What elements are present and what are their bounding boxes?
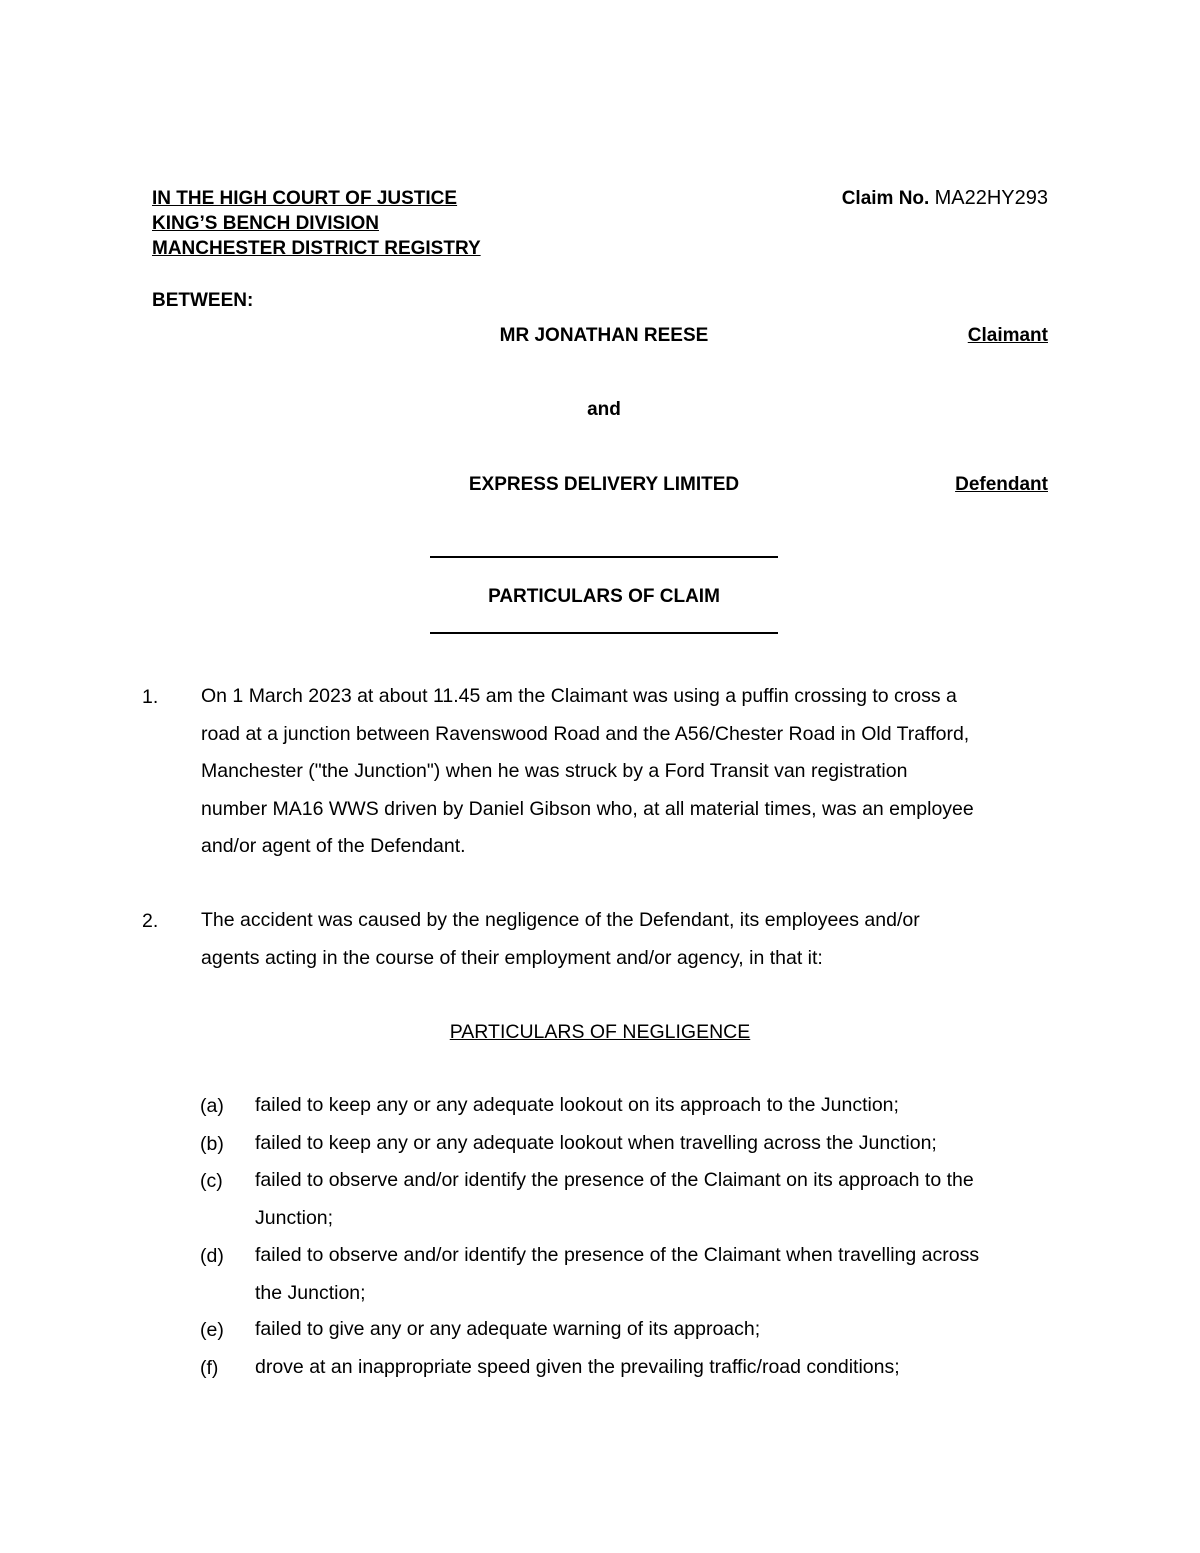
particular-label: (e): [200, 1319, 224, 1341]
particular-line: Junction;: [255, 1206, 334, 1229]
and-label: and: [587, 399, 621, 420]
paragraph-1: [201, 678, 1081, 866]
paragraph-line: and/or agent of the Defendant.: [201, 835, 466, 857]
claimant-role: Claimant: [967, 325, 1048, 346]
paragraph-number: 1.: [142, 686, 159, 708]
particular-line: failed to observe and/or identify the presence of the Claimant on its approach to the: [255, 1169, 974, 1191]
claim-number-label: Claim No.: [841, 188, 930, 209]
paragraph-line: agents acting in the course of their employment and/or agency, in that it:: [201, 946, 823, 969]
paragraph-line: The accident was caused by the negligence of the Defendant, its employees and/or: [201, 909, 920, 931]
between-label: BETWEEN:: [152, 290, 254, 311]
defendant-role: Defendant: [955, 474, 1048, 495]
claim-number: MA22HY293: [934, 187, 1048, 209]
claimant-name: MR JONATHAN REESE: [499, 325, 709, 346]
particular-label: (f): [200, 1357, 219, 1379]
particular-label: (b): [200, 1133, 224, 1155]
defendant-name: EXPRESS DELIVERY LIMITED: [468, 474, 740, 495]
negligence-heading: PARTICULARS OF NEGLIGENCE: [449, 1021, 751, 1043]
particular-item: [255, 1237, 1085, 1312]
title-bottom-rule: [430, 632, 778, 634]
paragraph-2: [201, 902, 1081, 977]
paragraph-number: 2.: [142, 910, 159, 932]
claim-number-block: [842, 187, 1048, 210]
particular-line: failed to keep any or any adequate lookout on its approach to the Junction;: [255, 1094, 899, 1116]
particular-label: (c): [200, 1170, 223, 1192]
court-name: IN THE HIGH COURT OF JUSTICE: [152, 188, 458, 209]
document-title: PARTICULARS OF CLAIM: [488, 586, 720, 607]
paragraph-line: On 1 March 2023 at about 11.45 am the Claimant was using a puffin crossing to cross a: [201, 685, 957, 707]
particular-label: (a): [200, 1095, 224, 1117]
paragraph-line: road at a junction between Ravenswood Road and the A56/Chester Road in Old Trafford,: [201, 722, 970, 745]
particular-line: failed to give any or any adequate warning of its approach;: [255, 1318, 761, 1340]
court-registry: MANCHESTER DISTRICT REGISTRY: [152, 238, 481, 259]
court-division: KING’S BENCH DIVISION: [152, 213, 379, 234]
particular-line: failed to observe and/or identify the presence of the Claimant when travelling across: [255, 1244, 980, 1266]
particular-item: [255, 1162, 1085, 1237]
paragraph-line: number MA16 WWS driven by Daniel Gibson who, at all material times, was an employee: [201, 797, 974, 820]
particular-line: drove at an inappropriate speed given the prevailing traffic/road conditions;: [255, 1356, 900, 1378]
particular-label: (d): [200, 1245, 224, 1267]
particular-item: [255, 1125, 1085, 1163]
particular-item: [255, 1087, 1085, 1125]
particular-line: the Junction;: [255, 1281, 366, 1304]
particular-line: failed to keep any or any adequate lookout when travelling across the Junction;: [255, 1132, 937, 1154]
particular-item: [255, 1311, 1085, 1349]
title-top-rule: [430, 556, 778, 558]
paragraph-line: Manchester ("the Junction") when he was struck by a Ford Transit van registration: [201, 760, 908, 782]
particular-item: [255, 1349, 1085, 1387]
